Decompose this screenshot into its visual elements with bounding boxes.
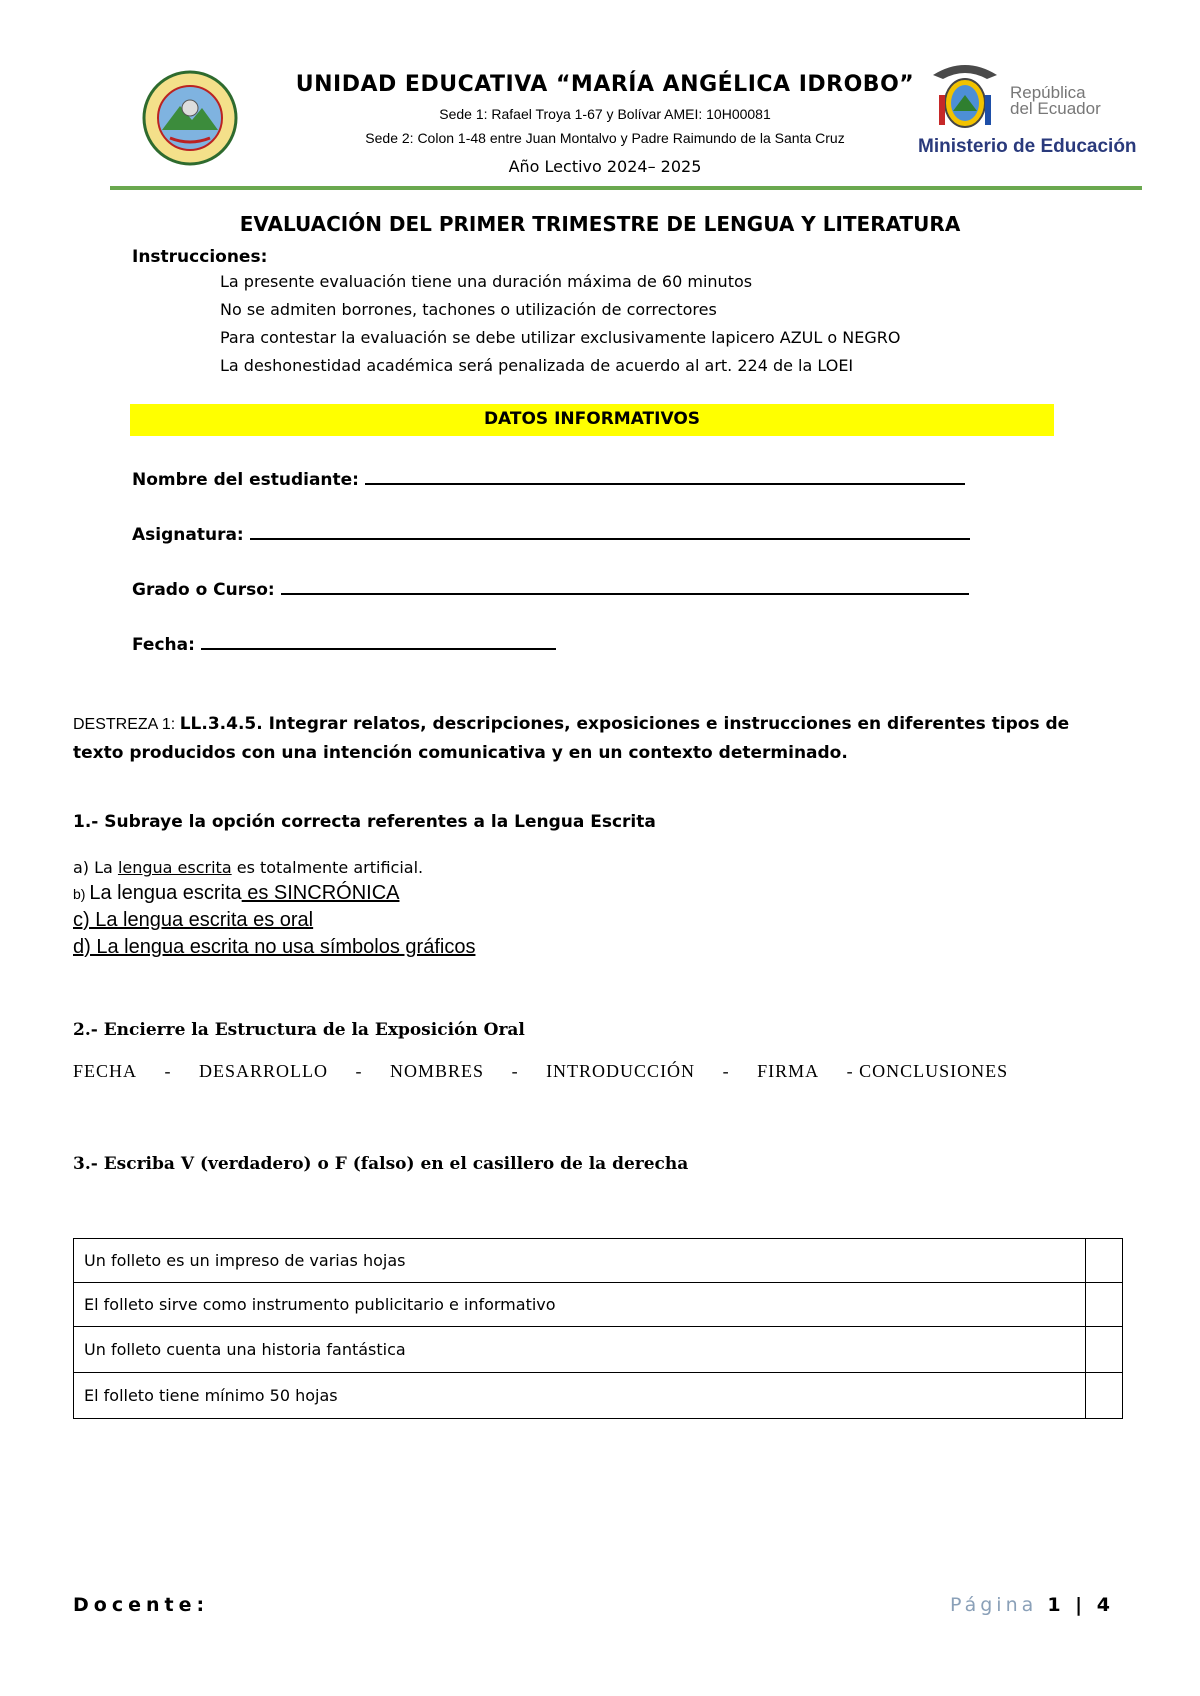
student-name-label: Nombre del estudiante:: [132, 470, 359, 490]
q1-option-d[interactable]: [73, 936, 475, 959]
answer-box[interactable]: [1086, 1239, 1123, 1283]
grade-label: Grado o Curso:: [132, 580, 275, 600]
sede1-address: Sede 1: Rafael Troya 1-67 y Bolívar AMEI: 10H00081: [439, 106, 771, 122]
instruction-line: La deshonestidad académica será penalizada de acuerdo al art. 224 de la LOEI: [220, 356, 854, 375]
grade-blank[interactable]: [281, 577, 969, 595]
page-label: Página: [950, 1594, 1048, 1616]
table-row: [74, 1283, 1123, 1327]
date-blank[interactable]: [201, 632, 556, 650]
destreza-text: LL.3.4.5. Integrar relatos, descripciones, exposiciones e instrucciones en diferentes tipos de texto producidos con una intención comunicativa y en un contexto determinado.: [73, 714, 1070, 763]
page-current: 1: [1047, 1594, 1065, 1616]
student-name-field[interactable]: [132, 467, 965, 490]
q2-options-row: [73, 1061, 1030, 1082]
table-row: [74, 1327, 1123, 1373]
date-field[interactable]: [132, 632, 556, 655]
republica-del-ecuador-label: [1010, 85, 1101, 117]
q2-separator: -: [722, 1061, 730, 1081]
q2-separator: -: [511, 1061, 519, 1081]
q3-title: 3.- Escriba V (verdadero) o F (falso) en el casillero de la derecha: [73, 1154, 689, 1174]
table-row: [74, 1373, 1123, 1419]
q1-b-prefix: b): [73, 886, 90, 902]
q2-separator: -: [355, 1061, 363, 1081]
statement-cell: El folleto sirve como instrumento publicitario e informativo: [74, 1283, 1086, 1327]
destreza-block: [73, 710, 1113, 767]
subject-field[interactable]: [132, 522, 970, 545]
ministerio-label: Ministerio de Educación: [918, 136, 1137, 157]
q1-b-underlined: es SINCRÓNICA: [241, 882, 400, 904]
page-separator: |: [1064, 1594, 1097, 1616]
q1-a-rest: es totalmente artificial.: [231, 858, 424, 877]
q2-option-nombres[interactable]: NOMBRES: [390, 1061, 485, 1081]
q2-option-introduccion[interactable]: INTRODUCCIÓN: [546, 1061, 696, 1081]
exam-title: EVALUACIÓN DEL PRIMER TRIMESTRE DE LENGUA Y LITERATURA: [239, 212, 961, 236]
instruction-line: No se admiten borrones, tachones o utilización de correctores: [220, 300, 717, 319]
instruction-line: La presente evaluación tiene una duración máxima de 60 minutos: [220, 272, 753, 291]
page-indicator: [950, 1594, 1114, 1616]
answer-box[interactable]: [1086, 1283, 1123, 1327]
q1-option-b[interactable]: [73, 882, 399, 905]
q1-b-text: La lengua escrita: [89, 882, 242, 904]
q1-a-prefix: a) La: [73, 858, 118, 877]
republica-line1: República: [1010, 83, 1086, 102]
school-year: Año Lectivo 2024– 2025: [508, 157, 702, 176]
q2-option-fecha[interactable]: FECHA: [73, 1061, 138, 1081]
date-label: Fecha:: [132, 635, 195, 655]
q1-option-c[interactable]: [73, 909, 313, 932]
sede2-address: Sede 2: Colon 1-48 entre Juan Montalvo y Padre Raimundo de la Santa Cruz: [365, 130, 845, 146]
grade-field[interactable]: [132, 577, 969, 600]
instruction-line: Para contestar la evaluación se debe utilizar exclusivamente lapicero AZUL o NEGRO: [220, 328, 901, 347]
answer-box[interactable]: [1086, 1373, 1123, 1419]
ecuador-coat-of-arms-logo: [925, 55, 1005, 135]
republica-line2: del Ecuador: [1010, 99, 1101, 118]
student-name-blank[interactable]: [365, 467, 965, 485]
header-divider: [110, 186, 1142, 190]
q2-option-firma[interactable]: FIRMA: [757, 1061, 820, 1081]
q1-option-a[interactable]: [73, 858, 423, 877]
answer-box[interactable]: [1086, 1327, 1123, 1373]
q1-a-underlined: lengua escrita: [117, 858, 232, 877]
datos-informativos-heading: DATOS INFORMATIVOS: [483, 409, 701, 429]
instructions-heading: Instrucciones:: [132, 247, 268, 267]
q1-d-text: d) La lengua escrita no usa símbolos gráficos: [73, 936, 476, 958]
school-title: UNIDAD EDUCATIVA “MARÍA ANGÉLICA IDROBO”: [295, 72, 915, 97]
q2-separator: -: [164, 1061, 172, 1081]
subject-label: Asignatura:: [132, 525, 244, 545]
statement-cell: El folleto tiene mínimo 50 hojas: [74, 1373, 1086, 1419]
q2-option-desarrollo[interactable]: DESARROLLO: [199, 1061, 329, 1081]
table-row: [74, 1239, 1123, 1283]
docente-label: Docente:: [73, 1594, 210, 1616]
statement-cell: Un folleto cuenta una historia fantástica: [74, 1327, 1086, 1373]
destreza-prefix: DESTREZA 1:: [73, 716, 180, 733]
statement-cell: Un folleto es un impreso de varias hojas: [74, 1239, 1086, 1283]
q1-title: 1.- Subraye la opción correcta referentes a la Lengua Escrita: [73, 812, 656, 832]
page-total: 4: [1096, 1594, 1114, 1616]
q2-option-conclusiones[interactable]: - CONCLUSIONES: [846, 1061, 1009, 1081]
true-false-table: [73, 1238, 1123, 1419]
q2-title: 2.- Encierre la Estructura de la Exposición Oral: [73, 1020, 525, 1040]
subject-blank[interactable]: [250, 522, 970, 540]
q1-c-text: c) La lengua escrita es oral: [73, 909, 314, 931]
